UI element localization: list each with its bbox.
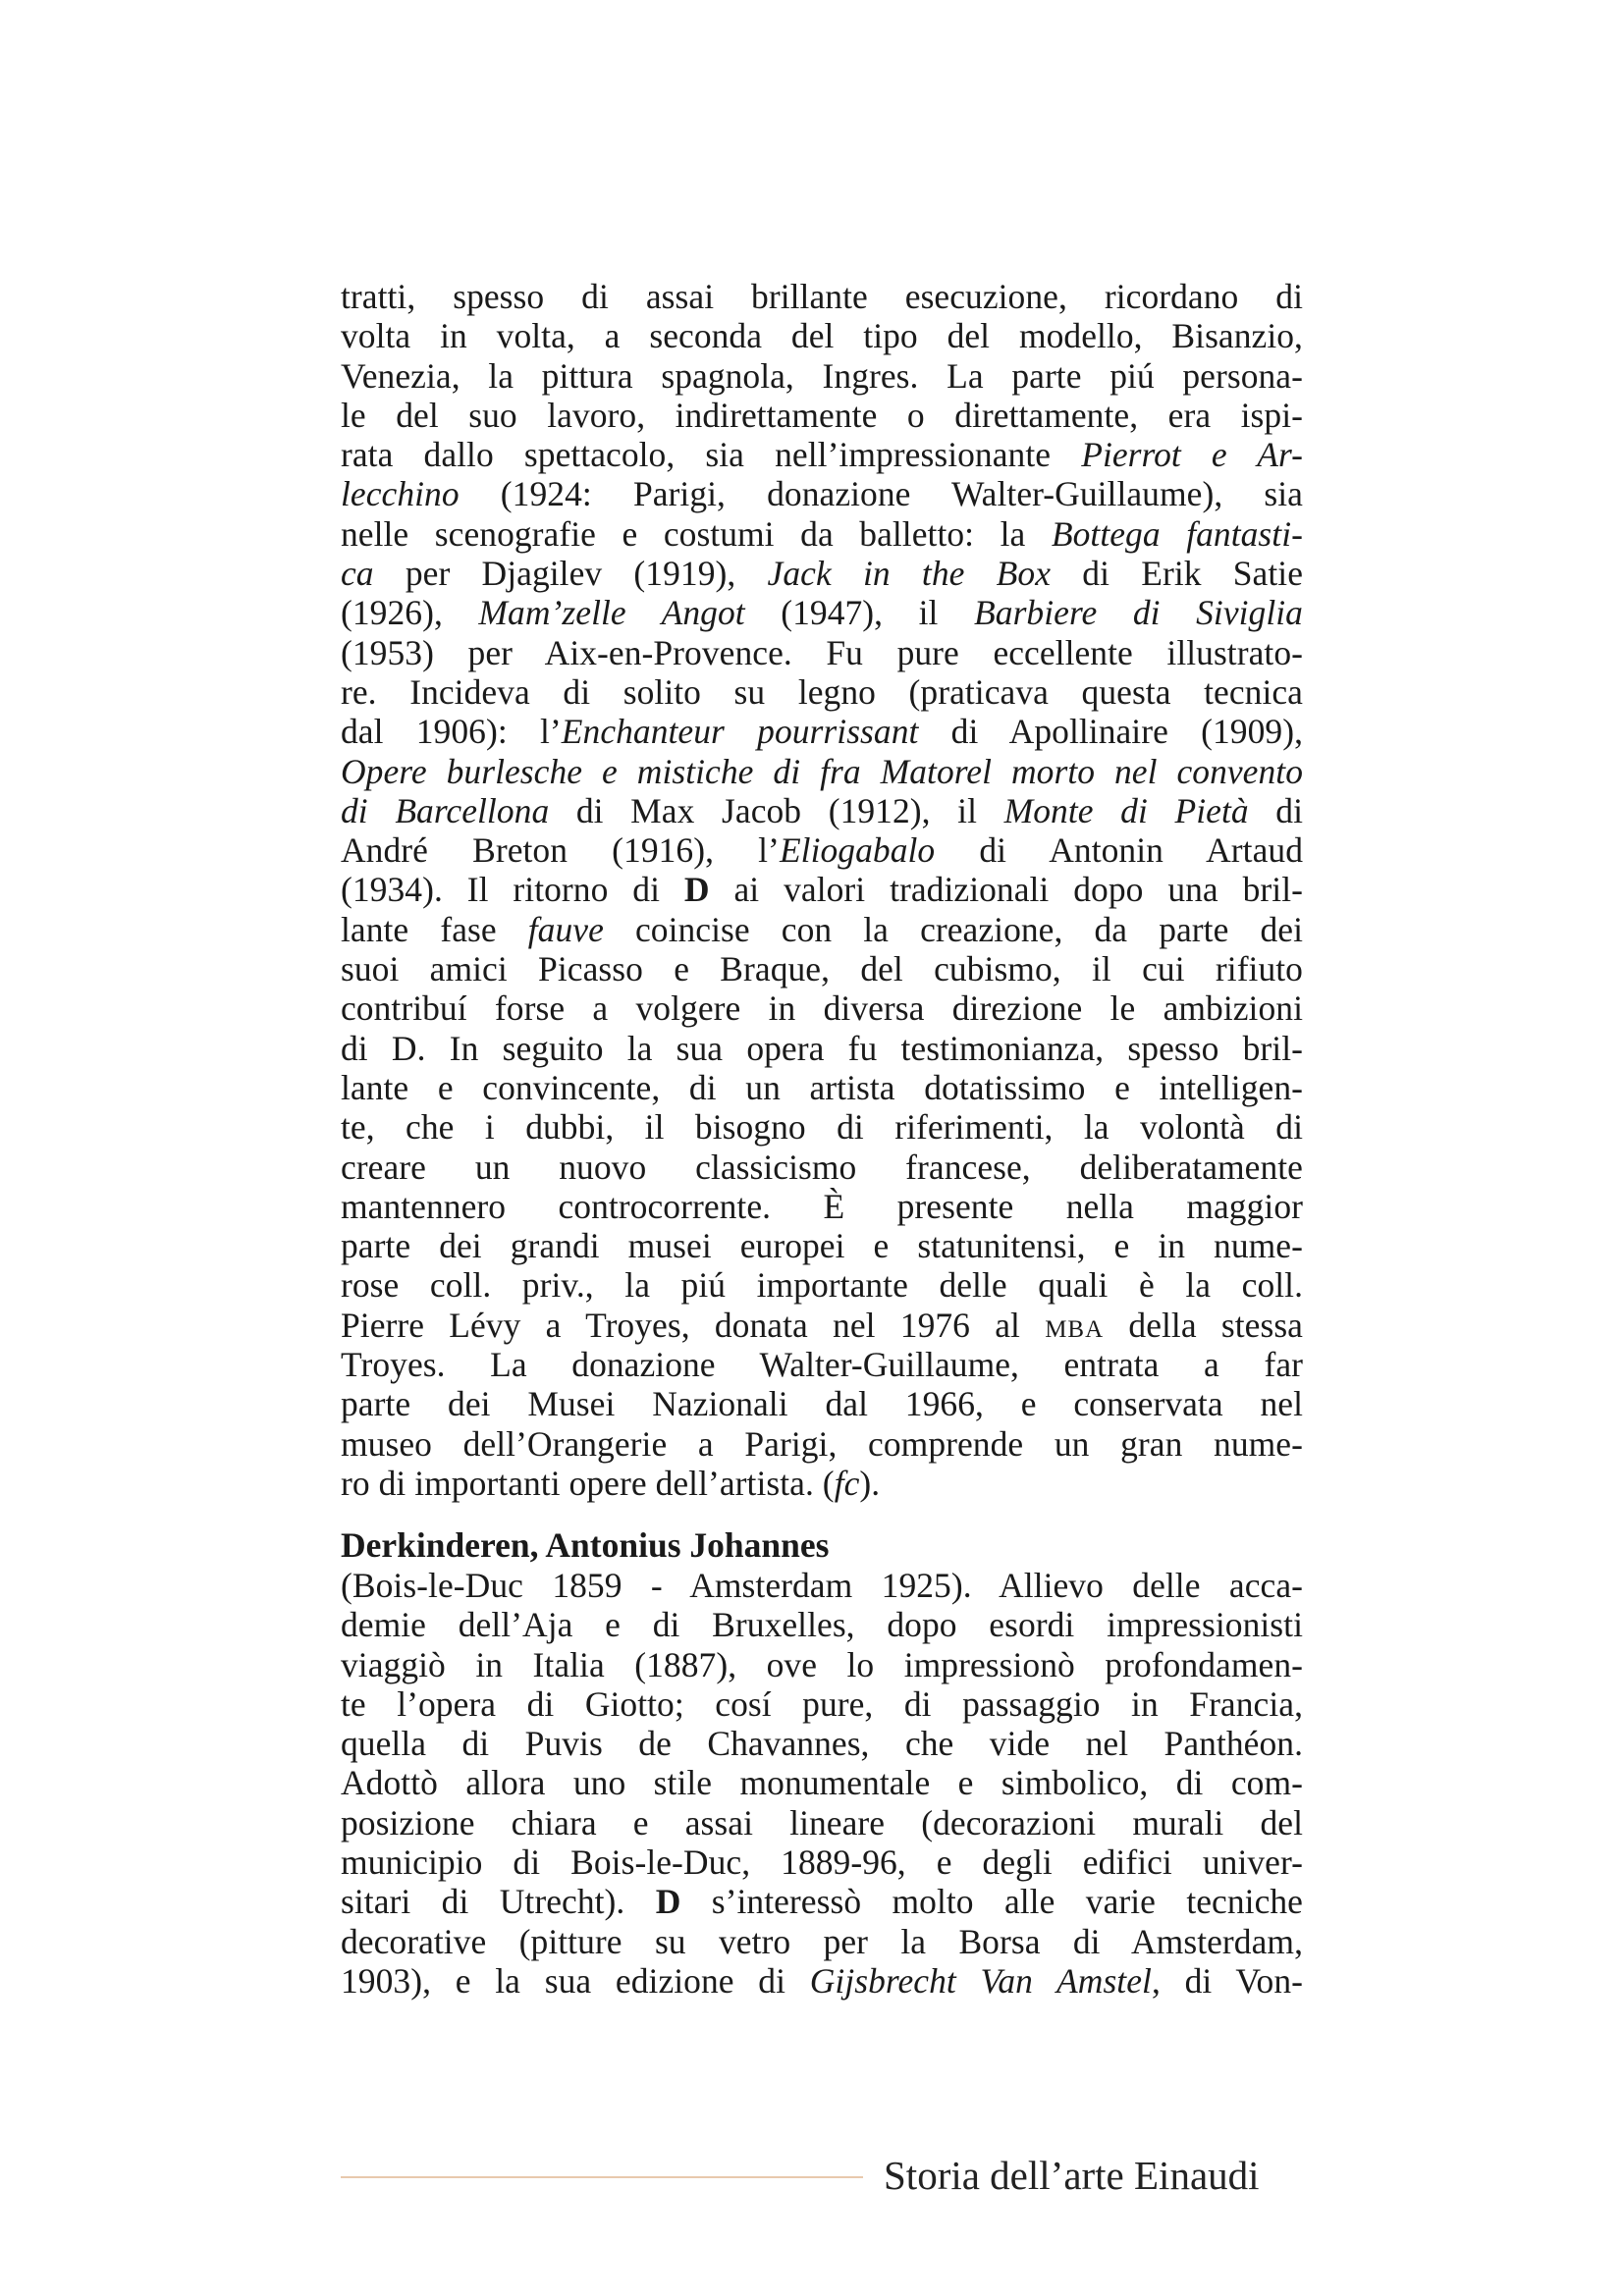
text-line	[341, 1265, 1303, 1305]
text-line	[341, 1842, 1303, 1882]
text-line	[341, 1566, 1303, 1605]
text-line	[341, 988, 1303, 1028]
text-run: Venezia, la pittura spagnola, Ingres. La parte piú persona-	[341, 355, 1303, 396]
italic-title: Pierrot e Ar-	[1081, 435, 1303, 475]
text-line	[341, 1345, 1303, 1384]
text-line	[341, 474, 1303, 513]
text-line	[341, 712, 1303, 751]
text-line	[341, 1029, 1303, 1068]
bold-initial: D	[683, 870, 710, 910]
text-line	[341, 593, 1303, 632]
entry-continuation-paragraph	[341, 277, 1303, 1503]
text-line	[341, 830, 1303, 870]
text-line	[341, 554, 1303, 593]
italic-title: Opere burlesche e mistiche di fra Matorel morto nel convento	[341, 751, 1303, 791]
text-run: nelle scenografie e costumi da balletto: la	[341, 513, 1052, 554]
text-run: lante fase	[341, 909, 528, 949]
italic-title: Monte di Pietà	[1003, 790, 1249, 830]
italic-title: Enchanteur pourrissant	[561, 712, 919, 752]
text-run: Pierre Lévy a Troyes, donata nel 1976 al	[341, 1305, 1046, 1345]
text-run: Troyes. La donazione Walter-Guillaume, entrata a far	[341, 1345, 1303, 1385]
text-run: mantennero controcorrente. È presente nella maggior	[341, 1186, 1303, 1226]
text-line	[341, 435, 1303, 474]
italic-title: Jack in the Box	[767, 554, 1052, 594]
text-run: di D. In seguito la sua opera fu testimonianza, spesso bril-	[341, 1028, 1303, 1068]
text-line	[341, 1187, 1303, 1226]
text-run: dal 1906): l’	[341, 712, 562, 752]
text-line	[341, 1961, 1303, 2001]
text-run: Adottò allora uno stile monumentale e simbolico, di com-	[341, 1763, 1303, 1803]
entry-body-paragraph	[341, 1566, 1303, 2001]
text-run: tratti, spesso di assai brillante esecuzione, ricordano di	[341, 277, 1303, 316]
text-run: volta in volta, a seconda del tipo del modello, Bisanzio,	[341, 316, 1303, 356]
footer-divider	[341, 2176, 863, 2178]
italic-title: Gijsbrecht Van Amstel	[809, 1960, 1152, 2001]
text-run: (1934). Il ritorno di	[341, 870, 684, 910]
text-run: te l’opera di Giotto; cosí pure, di passaggio in Francia,	[341, 1683, 1303, 1724]
italic-title: lecchino	[341, 474, 460, 514]
text-line	[341, 1724, 1303, 1763]
text-line	[341, 1384, 1303, 1423]
text-line	[341, 1424, 1303, 1464]
text-line	[341, 1645, 1303, 1684]
text-line	[341, 910, 1303, 949]
text-run: s’interessò molto alle varie tecniche	[680, 1882, 1303, 1922]
text-run: quella di Puvis de Chavannes, che vide nel Panthéon.	[341, 1724, 1303, 1764]
italic-title: di Barcellona	[341, 790, 550, 830]
text-line	[341, 791, 1303, 830]
text-line	[341, 277, 1303, 316]
text-run: (1924: Parigi, donazione Walter-Guillaume), sia	[459, 474, 1303, 514]
text-run: per Djagilev (1919),	[373, 554, 768, 594]
text-run: contribuí forse a volgere in diversa direzione le ambizioni	[341, 988, 1303, 1029]
italic-title: ca	[341, 554, 374, 594]
text-line	[341, 752, 1303, 791]
text-line	[341, 1464, 1303, 1503]
text-run: rose coll. priv., la piú importante delle quali è la coll.	[341, 1265, 1303, 1306]
text-run: sitari di Utrecht).	[341, 1882, 656, 1922]
text-line	[341, 949, 1303, 988]
text-line	[341, 1684, 1303, 1724]
text-line	[341, 672, 1303, 712]
text-run: municipio di Bois-le-Duc, 1889-96, e degli edifici univer-	[341, 1842, 1303, 1883]
text-line	[341, 356, 1303, 396]
text-run: rata dallo spettacolo, sia nell’impressionante	[341, 435, 1082, 475]
text-run: di Max Jacob (1912), il	[549, 790, 1004, 830]
text-line	[341, 316, 1303, 355]
text-line	[341, 1763, 1303, 1802]
italic-title: Bottega fantasti-	[1051, 513, 1303, 554]
text-run: parte dei Musei Nazionali dal 1966, e conservata nel	[341, 1384, 1303, 1424]
text-run: re. Incideva di solito su legno (praticava questa tecnica	[341, 671, 1303, 712]
author-initials: fc	[834, 1463, 860, 1503]
text-run: di Erik Satie	[1051, 554, 1303, 594]
text-run: ai valori tradizionali dopo una bril-	[709, 870, 1303, 910]
text-run: di	[1248, 790, 1303, 830]
footer-publication-title: Storia dell’arte Einaudi	[884, 2153, 1260, 2198]
text-line	[341, 1803, 1303, 1842]
text-run: creare un nuovo classicismo francese, deliberatamente	[341, 1147, 1303, 1187]
bold-initial: D	[655, 1882, 681, 1922]
text-run: (1926),	[341, 593, 479, 633]
text-run: (Bois-le-Duc 1859 - Amsterdam 1925). Allievo delle acca-	[341, 1566, 1303, 1605]
text-line	[341, 1226, 1303, 1265]
entry-heading: Derkinderen, Antonius Johannes	[341, 1525, 830, 1565]
italic-term: fauve	[527, 909, 604, 949]
italic-title: Barbiere di Siviglia	[974, 593, 1303, 633]
text-line	[341, 1882, 1303, 1921]
text-line	[341, 1068, 1303, 1107]
text-line	[341, 396, 1303, 435]
text-run: viaggiò in Italia (1887), ove lo impressionò profondamen-	[341, 1644, 1303, 1684]
text-run: decorative (pitture su vetro per la Borsa di Amsterdam,	[341, 1921, 1303, 1961]
text-run: demie dell’Aja e di Bruxelles, dopo esordi impressionisti	[341, 1605, 1303, 1645]
italic-title: Eliogabalo	[779, 830, 936, 871]
text-run: le del suo lavoro, indirettamente o direttamente, era ispi-	[341, 395, 1303, 435]
small-caps-abbreviation: mba	[1045, 1305, 1105, 1345]
text-run: posizione chiara e assai lineare (decorazioni murali del	[341, 1802, 1303, 1842]
text-run: te, che i dubbi, il bisogno di riferimenti, la volontà di	[341, 1107, 1303, 1148]
text-run: ro di importanti opere dell’artista. (	[341, 1463, 835, 1503]
text-line	[341, 1148, 1303, 1187]
text-run: della stessa	[1104, 1305, 1303, 1345]
text-line	[341, 1922, 1303, 1961]
text-line	[341, 1107, 1303, 1147]
text-line	[341, 1605, 1303, 1644]
text-run: ).	[859, 1463, 881, 1503]
text-run: lante e convincente, di un artista dotatissimo e intelligen-	[341, 1067, 1303, 1107]
italic-title: Mam’zelle Angot	[478, 593, 745, 633]
text-run: parte dei grandi musei europei e statunitensi, e in nume-	[341, 1226, 1303, 1266]
text-line	[341, 514, 1303, 554]
text-run: coincise con la creazione, da parte dei	[603, 909, 1303, 949]
text-line	[341, 1306, 1303, 1345]
text-run: di Apollinaire (1909),	[918, 712, 1304, 752]
text-line	[341, 633, 1303, 672]
text-run: suoi amici Picasso e Braque, del cubismo, il cui rifiuto	[341, 949, 1303, 989]
text-run: (1953) per Aix-en-Provence. Fu pure eccellente illustrato-	[341, 632, 1303, 672]
text-run: (1947), il	[744, 593, 975, 633]
text-run: , di Von-	[1151, 1960, 1303, 2001]
text-run: museo dell’Orangerie a Parigi, comprende un gran nume-	[341, 1423, 1303, 1464]
text-run: di Antonin Artaud	[935, 830, 1303, 871]
text-run: 1903), e la sua edizione di	[341, 1960, 810, 2001]
text-run: André Breton (1916), l’	[341, 830, 780, 871]
text-line	[341, 870, 1303, 909]
